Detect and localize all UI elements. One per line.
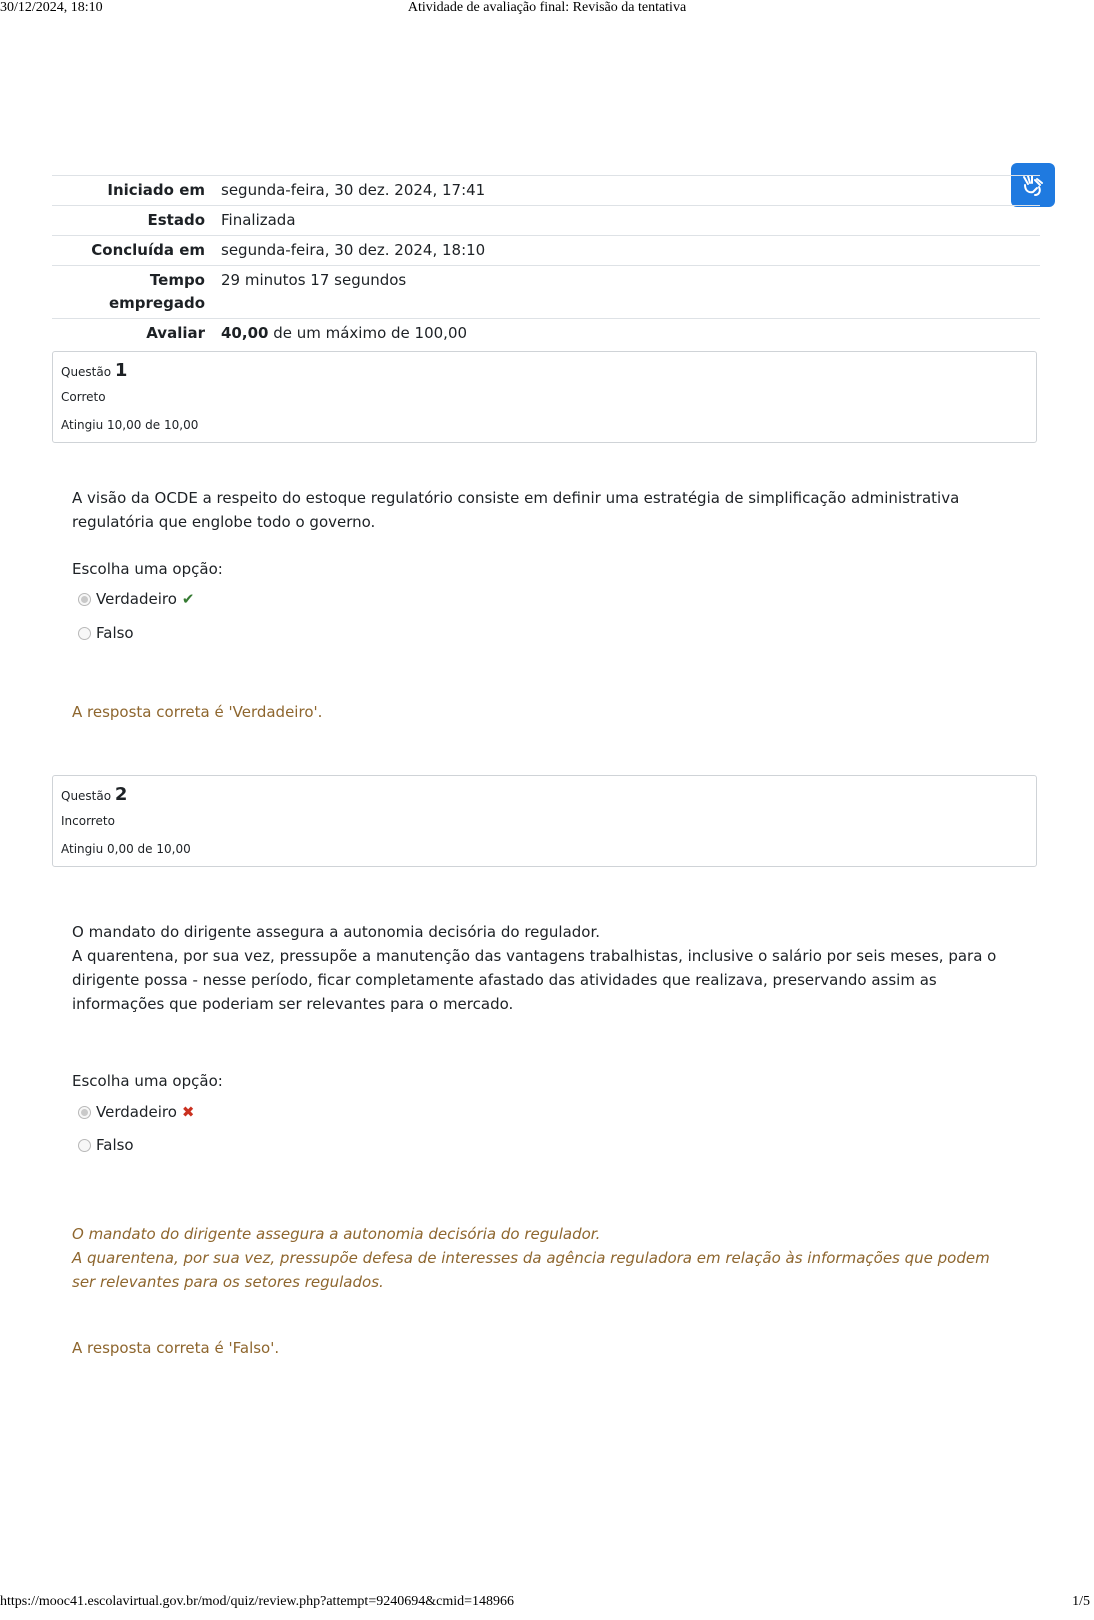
option-label: Falso	[96, 624, 134, 642]
summary-row-grade	[52, 318, 1040, 348]
print-title: Atividade de avaliação final: Revisão da tentativa	[407, 0, 687, 15]
question-text-1: A visão da OCDE a respeito do estoque regulatório consiste em definir uma estratégia de simplificação administrativa regulatória que englobe todo o governo.	[72, 489, 960, 531]
option-label: Falso	[96, 1136, 134, 1154]
question-label: Questão	[61, 365, 112, 379]
option-false-2[interactable]	[78, 1136, 134, 1154]
radio-unchecked[interactable]	[78, 1139, 91, 1152]
question-label: Questão	[61, 789, 112, 803]
attempt-summary-table	[52, 175, 1040, 348]
question-text-2-line1: O mandato do dirigente assegura a autonomia decisória do regulador.	[72, 923, 601, 941]
time-label-line1: Tempo	[149, 271, 205, 289]
radio-checked[interactable]	[78, 593, 91, 606]
option-label: Verdadeiro	[96, 1103, 177, 1121]
question-mark-1: Atingiu 10,00 de 10,00	[61, 418, 199, 432]
print-url: https://mooc41.escolavirtual.gov.br/mod/quiz/review.php?attempt=9240694&cmid=148966	[0, 1594, 514, 1609]
completed-value: segunda-feira, 30 dez. 2024, 18:10	[221, 241, 486, 259]
summary-row-state	[52, 205, 1040, 235]
print-footer	[0, 1594, 1094, 1612]
question-mark-2: Atingiu 0,00 de 10,00	[61, 842, 191, 856]
completed-label: Concluída em	[91, 241, 205, 259]
radio-unchecked[interactable]	[78, 627, 91, 640]
time-label	[52, 266, 205, 318]
started-label: Iniciado em	[107, 181, 205, 199]
summary-row-started	[52, 175, 1040, 205]
answer-prompt-2: Escolha uma opção:	[72, 1072, 223, 1090]
option-false-1[interactable]	[78, 624, 134, 642]
time-label-line2: empregado	[108, 294, 205, 312]
option-true-1[interactable]	[78, 590, 194, 608]
feedback-2	[72, 1222, 1017, 1294]
question-num: 2	[114, 784, 128, 805]
cross-icon: ✖	[181, 1103, 195, 1121]
summary-row-completed	[52, 235, 1040, 265]
right-answer-2: A resposta correta é 'Falso'.	[72, 1339, 280, 1357]
print-page-number: 1/5	[1072, 1594, 1090, 1609]
question-text-2-line2: A quarentena, por sua vez, pressupõe a manutenção das vantagens trabalhistas, inclusive o salário por seis meses, para o dirigente possa - nesse período, ficar completamente afastado das atividades que realizava, preservando assim as informações que poderiam ser relevantes para o mercado.	[72, 947, 997, 1013]
option-true-2[interactable]	[78, 1103, 194, 1121]
question-text-2	[72, 920, 1017, 1016]
time-value: 29 minutos 17 segundos	[221, 271, 407, 289]
option-label: Verdadeiro	[96, 590, 177, 608]
answer-prompt-1: Escolha uma opção:	[72, 560, 223, 578]
question-status-1: Correto	[61, 390, 106, 404]
feedback-2-line1: O mandato do dirigente assegura a autonomia decisória do regulador.	[72, 1225, 601, 1243]
question-number-1	[61, 360, 1028, 383]
grade-value	[205, 319, 467, 348]
radio-checked[interactable]	[78, 1106, 91, 1119]
started-value: segunda-feira, 30 dez. 2024, 17:41	[221, 181, 486, 199]
print-header	[0, 0, 1094, 18]
print-date: 30/12/2024, 18:10	[0, 0, 103, 15]
grade-max: de um máximo de 100,00	[268, 324, 468, 342]
grade-score: 40,00	[221, 324, 269, 342]
question-info-1	[52, 351, 1037, 443]
summary-row-time	[52, 265, 1040, 318]
question-info-2	[52, 775, 1037, 867]
grade-label: Avaliar	[146, 324, 205, 342]
right-answer-1: A resposta correta é 'Verdadeiro'.	[72, 703, 323, 721]
state-label: Estado	[147, 211, 205, 229]
check-icon: ✔	[181, 590, 195, 608]
question-number-2	[61, 784, 1028, 807]
question-num: 1	[114, 360, 128, 381]
question-status-2: Incorreto	[61, 814, 115, 828]
feedback-2-line2: A quarentena, por sua vez, pressupõe defesa de interesses da agência reguladora em relação às informações que podem ser relevantes para os setores regulados.	[72, 1249, 990, 1291]
state-value: Finalizada	[221, 211, 296, 229]
